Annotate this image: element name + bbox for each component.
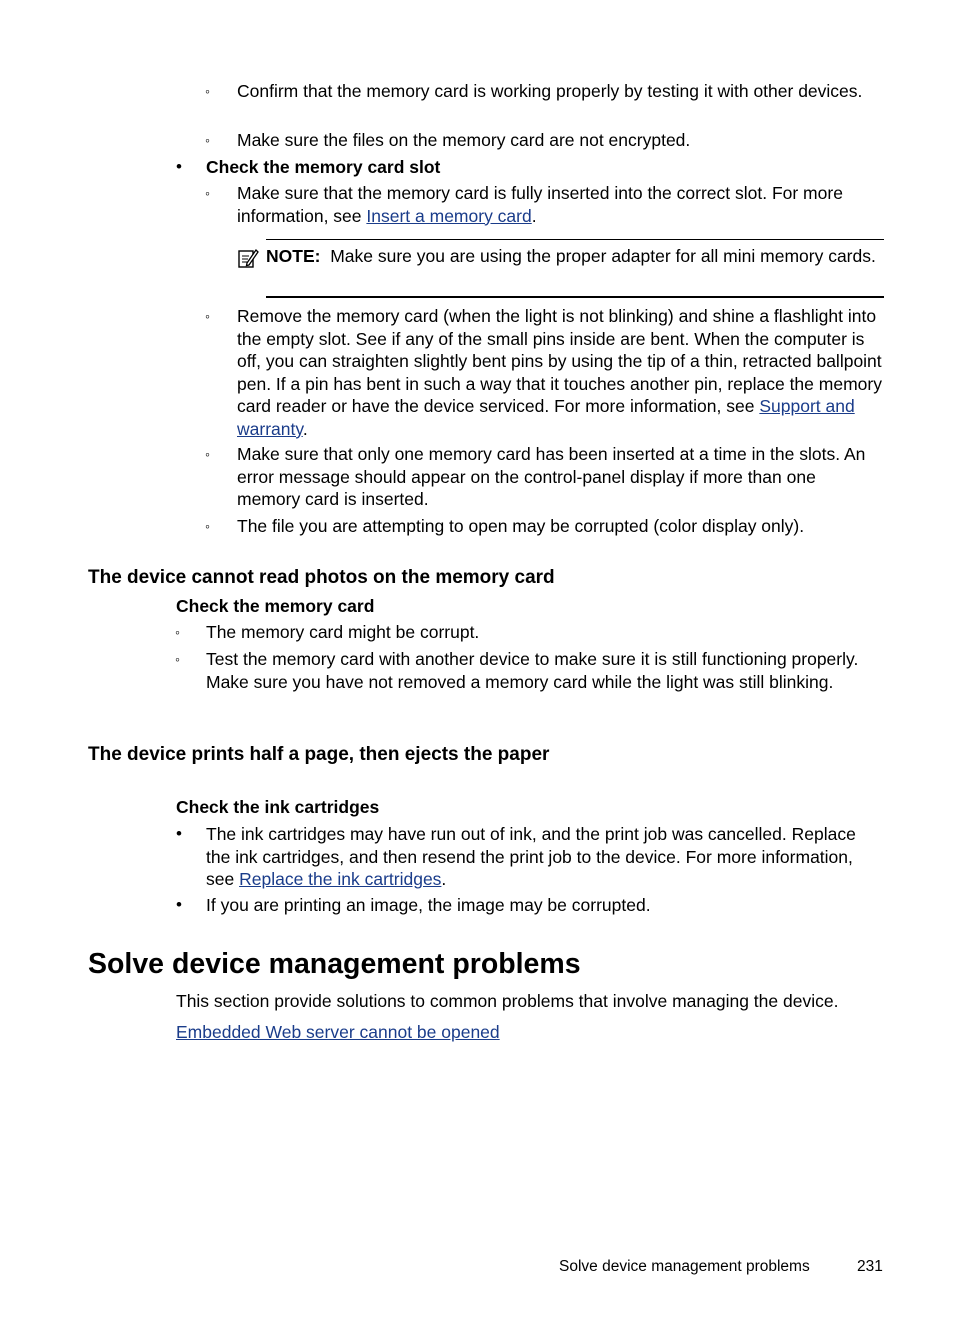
note-text: Make sure you are using the proper adapter for all mini memory cards. [330, 246, 876, 266]
bullet-marker: • [176, 157, 182, 176]
period: . [441, 869, 447, 890]
note-box [266, 245, 876, 268]
sub-bullet-marker: ◦ [205, 132, 210, 148]
page-number: 231 [857, 1258, 883, 1275]
sub-bullet-marker: ◦ [205, 518, 210, 534]
replace-ink-cartridges-link[interactable]: Replace the ink cartridges [239, 869, 442, 890]
note-label: NOTE: [266, 246, 321, 266]
embedded-web-server-link[interactable]: Embedded Web server cannot be opened [176, 1022, 500, 1042]
sub-bullet-marker: ◦ [175, 651, 180, 667]
bullet-marker: • [176, 824, 182, 843]
sub-bullet-marker: ◦ [205, 83, 210, 99]
list-item: If you are printing an image, the image may be corrupted. [206, 895, 651, 915]
bullet-marker: • [176, 895, 182, 914]
management-title: Solve device management problems [88, 948, 581, 980]
management-intro: This section provide solutions to common problems that involve managing the device. [176, 991, 839, 1011]
list-item [237, 305, 882, 441]
list-item [237, 182, 882, 227]
list-item: Make sure that only one memory card has been inserted at a time in the slots. An error message should appear on the control-panel display if more than one memory card is inserted. [237, 444, 866, 510]
slot-check-heading: Check the memory card slot [206, 157, 441, 177]
note-icon [237, 247, 259, 269]
sub-bullet-marker: ◦ [205, 308, 210, 324]
list-item-text: Make sure that the memory card is fully inserted into the correct slot. For more information, see [237, 183, 843, 226]
photos-section-heading: The device cannot read photos on the memory card [88, 567, 555, 588]
support-warranty-link[interactable]: Support and warranty [237, 396, 855, 439]
half-page-section-subheading: Check the ink cartridges [176, 797, 380, 817]
half-page-section-heading: The device prints half a page, then ejects the paper [88, 744, 550, 765]
sub-bullet-marker: ◦ [175, 624, 180, 640]
list-item-text: Remove the memory card (when the light is not blinking) and shine a flashlight into the empty slot. See if any of the small pins inside are bent. When the computer is off, you can straighten slightly bent pins by using the tip of a thin, retracted ballpoint pen. If a pin has bent in such a way that it touches another pin, replace the memory card reader or have the device serviced. For more information, see [237, 306, 882, 417]
list-item: The file you are attempting to open may be corrupted (color display only). [237, 516, 805, 536]
list-item: Test the memory card with another device to make sure it is still functioning properly. Make sure you have not removed a memory card while the light was still blinking. [206, 649, 859, 692]
list-item [206, 823, 876, 891]
insert-memory-card-link[interactable]: Insert a memory card [366, 205, 532, 226]
sub-bullet-marker: ◦ [205, 185, 210, 201]
period: . [302, 418, 308, 439]
footer-section-title: Solve device management problems [559, 1258, 810, 1275]
sub-bullet-marker: ◦ [205, 446, 210, 462]
list-item-text: The ink cartridges may have run out of ink, and the print job was cancelled. Replace the ink cartridges, and then resend the print job to the device. For more information, see [206, 824, 856, 890]
note-bottom-rule [266, 296, 884, 298]
list-item: Confirm that the memory card is working properly by testing it with other devices. [237, 81, 863, 101]
period: . [531, 205, 537, 226]
photos-section-subheading: Check the memory card [176, 596, 375, 616]
list-item: Make sure the files on the memory card are not encrypted. [237, 130, 691, 150]
list-item: The memory card might be corrupt. [206, 622, 480, 642]
note-top-rule [266, 239, 884, 240]
